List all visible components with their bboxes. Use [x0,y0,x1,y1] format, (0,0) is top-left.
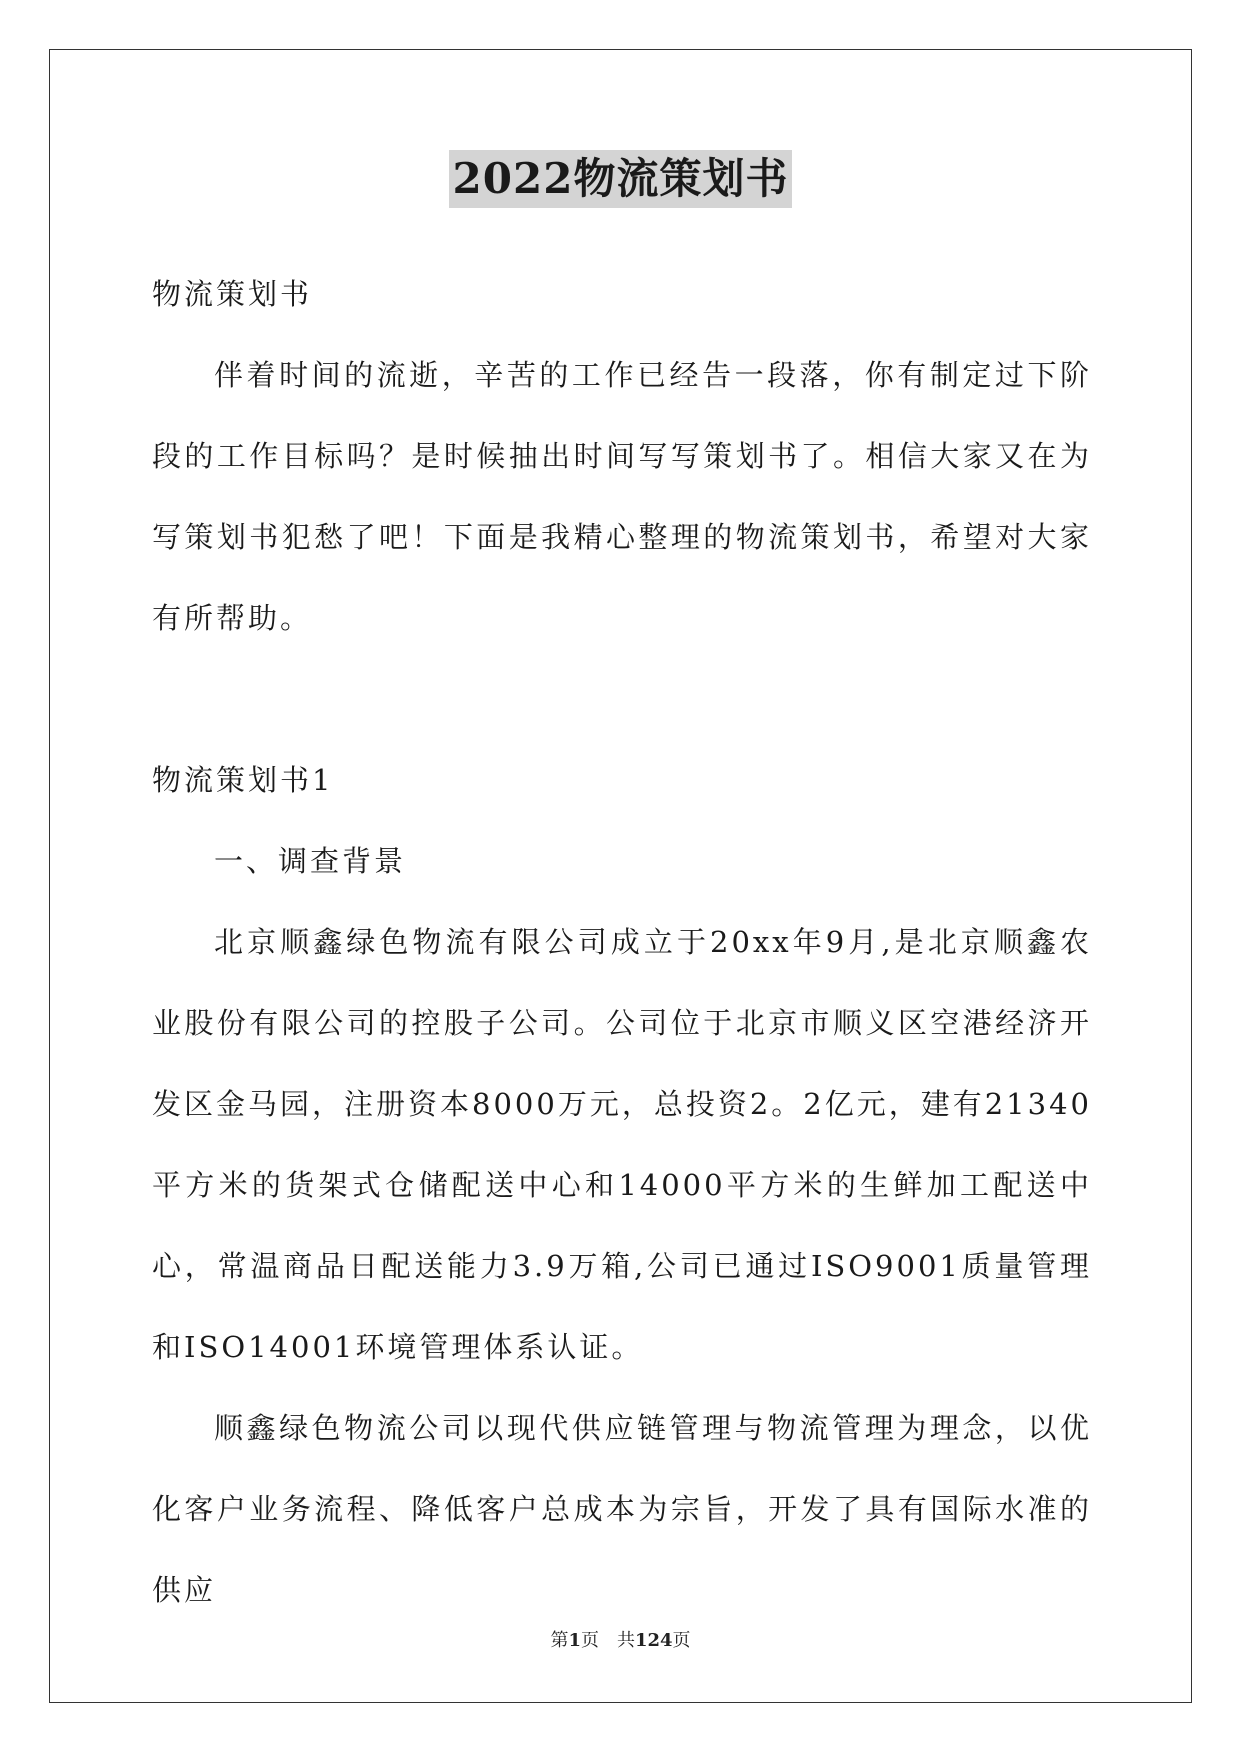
title-container [0,150,1241,208]
page-label-suffix: 页 [580,1630,599,1651]
total-pages: 124 [634,1630,673,1651]
page-footer [0,1626,1241,1652]
body-paragraph: 北京顺鑫绿色物流有限公司成立于20xx年9月,是北京顺鑫农业股份有限公司的控股子公司。公司位于北京市顺义区空港经济开发区金马园，注册资本8000万元，总投资2。2亿元，建有21340平方米的货架式仓储配送中心和14000平方米的生鲜加工配送中心，常温商品日配送能力3.9万箱,公司已通过ISO9001质量管理和ISO14001环境管理体系认证。 [152,925,1092,1364]
page-label-prefix: 第 [550,1630,569,1651]
section-heading: 物流策划书1 [152,763,334,797]
total-label-prefix: 共 [616,1630,635,1651]
total-label-suffix: 页 [672,1630,691,1651]
page-number: 1 [568,1630,581,1651]
subsection-heading: 一、调查背景 [214,844,407,878]
section-heading: 物流策划书 [152,277,313,311]
intro-paragraph: 伴着时间的流逝，辛苦的工作已经告一段落，你有制定过下阶段的工作目标吗？是时候抽出时间写写策划书了。相信大家又在为写策划书犯愁了吧！下面是我精心整理的物流策划书，希望对大家有所帮助。 [152,358,1092,635]
paragraph-spacer [152,659,1092,740]
body-paragraph: 顺鑫绿色物流公司以现代供应链管理与物流管理为理念，以优化客户业务流程、降低客户总成本为宗旨，开发了具有国际水准的供应 [152,1411,1092,1607]
document-body [152,254,1092,1631]
document-title: 2022物流策划书 [449,150,793,208]
